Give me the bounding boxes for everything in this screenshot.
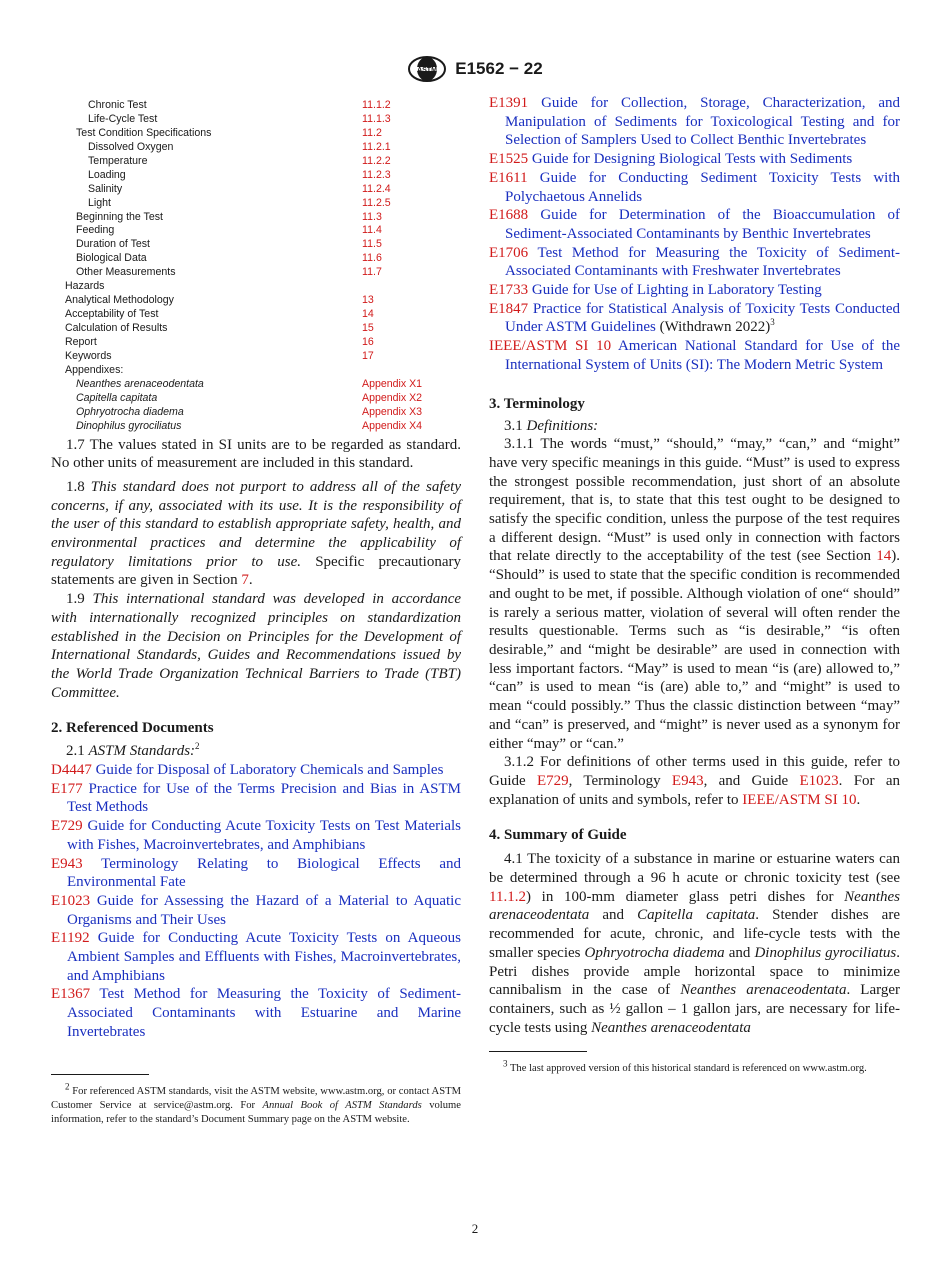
reference-code-link[interactable]: E1611 bbox=[489, 169, 528, 186]
toc-row bbox=[51, 197, 461, 211]
toc-row bbox=[51, 252, 461, 266]
reference-title-link[interactable]: Terminology Relating to Biological Effects and Environmental Fate bbox=[67, 855, 461, 891]
paragraph-3-1-2: 3.1.2 For definitions of other terms used in this guide, refer to Guide E729, Terminology E943, and Guide E1023. For an explanation of units and symbols, refer to IEEE/ASTM SI 10. bbox=[489, 754, 900, 808]
toc-row bbox=[51, 141, 461, 155]
section-4-heading: 4. Summary of Guide bbox=[489, 827, 627, 844]
toc-section-link[interactable]: 14 bbox=[362, 308, 374, 321]
toc-section-link[interactable]: 13 bbox=[362, 294, 374, 307]
toc-label: Other Measurements bbox=[76, 266, 176, 279]
reference-title-link[interactable]: Practice for Use of the Terms Precision and Bias in ASTM Test Methods bbox=[67, 780, 461, 816]
reference-item bbox=[489, 300, 900, 337]
toc-label: Capitella capitata bbox=[76, 391, 158, 404]
toc-section-link[interactable]: 16 bbox=[362, 335, 374, 348]
reference-title-link[interactable]: Test Method for Measuring the Toxicity of Sediment-Associated Contaminants with Estuarine and Marine Invertebrates bbox=[67, 986, 461, 1040]
reference-title-link[interactable]: Test Method for Measuring the Toxicity of Sediment-Associated Contaminants with Freshwater Invertebrates bbox=[505, 244, 900, 280]
reference-item bbox=[489, 281, 900, 300]
toc-label: Beginning the Test bbox=[76, 210, 163, 223]
toc-label: Feeding bbox=[76, 224, 115, 237]
reference-item bbox=[489, 94, 900, 150]
reference-item bbox=[51, 761, 461, 780]
reference-code-link[interactable]: IEEE/ASTM SI 10 bbox=[489, 338, 612, 355]
toc-row bbox=[51, 280, 461, 294]
reference-item bbox=[489, 206, 900, 243]
reference-item bbox=[51, 985, 461, 1041]
reference-title-link[interactable]: Guide for Assessing the Hazard of a Material to Aquatic Organisms and Their Uses bbox=[67, 892, 461, 928]
reference-title-link[interactable]: Guide for Conducting Sediment Toxicity Tests with Polychaetous Annelids bbox=[505, 169, 900, 205]
section-2-heading: 2. Referenced Documents bbox=[51, 720, 214, 737]
toc-row bbox=[51, 406, 461, 420]
reference-item bbox=[489, 169, 900, 206]
reference-title-link[interactable]: American National Standard for Use of the International System of Units (SI): The Modern Metric System bbox=[505, 338, 900, 373]
toc-section-link[interactable]: 11.4 bbox=[362, 224, 382, 237]
toc-row bbox=[51, 183, 461, 197]
referenced-documents-list-left bbox=[51, 761, 461, 1042]
toc-section-link[interactable]: 11.7 bbox=[362, 266, 382, 279]
reference-title-link[interactable]: Guide for Use of Lighting in Laboratory Testing bbox=[528, 282, 822, 299]
toc-row bbox=[51, 294, 461, 308]
reference-code-link[interactable]: E1525 bbox=[489, 151, 529, 168]
toc-label: Biological Data bbox=[76, 252, 147, 265]
e729-link[interactable]: E729 bbox=[536, 772, 569, 789]
toc-row bbox=[51, 378, 461, 392]
footnote-2: $^2$ For referenced ASTM standards, visit the ASTM website, www.astm.org, or contact ASTM Customer Service at service@astm.org. For Annual Book of ASTM Standards volume information, refer to the standard’s Document Summary page on the ASTM website. bbox=[51, 1081, 461, 1125]
section-11-1-2-link[interactable]: 11.1.2 bbox=[489, 888, 526, 905]
reference-code-link[interactable]: E177 bbox=[51, 780, 83, 797]
footnote-divider bbox=[51, 1074, 149, 1075]
toc-label: Neanthes arenaceodentata bbox=[76, 377, 204, 390]
table-of-contents bbox=[51, 99, 461, 434]
svg-text:ASTM: ASTM bbox=[417, 67, 438, 74]
paragraph-1-8: 1.8 This standard does not purport to address all of the safety concerns, if any, associated with its use. It is the responsibility of the user of this standard to establish appropriate safety, health, and environmental practices and determine the applicability of regulatory limitations prior to use. Specific precautionary statements are given in Section 7. bbox=[51, 478, 461, 589]
reference-title-link[interactable]: Guide for Collection, Storage, Characterization, and Manipulation of Sediments for Toxicological Testing and for Selection of Samplers Used to Collect Benthic Invertebrates bbox=[505, 95, 900, 149]
toc-row bbox=[51, 224, 461, 238]
footnote-divider bbox=[489, 1051, 587, 1052]
toc-row bbox=[51, 420, 461, 434]
reference-title-link[interactable]: Guide for Designing Biological Tests with Sediments bbox=[528, 151, 853, 168]
toc-label: Hazards bbox=[65, 280, 105, 293]
left-column bbox=[51, 99, 461, 1127]
toc-section-link[interactable]: 11.6 bbox=[362, 252, 382, 265]
section-7-link[interactable]: 7 bbox=[241, 572, 249, 589]
toc-row bbox=[51, 364, 461, 378]
toc-label: Calculation of Results bbox=[65, 322, 168, 334]
toc-section-link[interactable]: Appendix X4 bbox=[362, 419, 423, 432]
toc-label: Chronic Test bbox=[88, 99, 147, 111]
toc-row bbox=[51, 308, 461, 322]
toc-label: Temperature bbox=[88, 154, 148, 167]
reference-item bbox=[489, 244, 900, 281]
reference-item bbox=[51, 929, 461, 985]
section-3-heading: 3. Terminology bbox=[489, 395, 585, 412]
paragraph-2-1: 2.1 ASTM Standards:$^2$ bbox=[66, 741, 200, 760]
toc-row bbox=[51, 113, 461, 127]
toc-section-link[interactable]: Appendix X2 bbox=[362, 391, 423, 404]
toc-section-link[interactable]: 15 bbox=[362, 322, 374, 334]
toc-section-link[interactable]: Appendix X1 bbox=[362, 377, 423, 390]
toc-label: Acceptability of Test bbox=[65, 308, 159, 321]
reference-code-link[interactable]: E1023 bbox=[51, 892, 91, 909]
toc-row bbox=[51, 336, 461, 350]
toc-label: Life-Cycle Test bbox=[88, 112, 158, 125]
reference-code-link[interactable]: E1192 bbox=[51, 930, 90, 947]
paragraph-4-1: 4.1 The toxicity of a substance in marine or estuarine waters can be determined through a 96 h acute or chronic toxicity test (see 11.1.2) in 100-mm diameter glass petri dishes for Neanthes arenaceodentata and Capitella capitata. Stender dishes are recommended for acute, chronic, and life-cycle tests with the smaller species Ophryotrocha diadema and Dinophilus gyrociliatus. Petri dishes provide ample horizontal space to minimize cannibalism in the case of Neanthes arenaceodentata. Larger containers, such as ½ gallon – 1 gallon jars, are necessary for life-cycle tests using Neanthes arenaceodentata bbox=[489, 851, 901, 1036]
toc-label: Keywords bbox=[65, 349, 112, 362]
reference-item bbox=[489, 150, 900, 169]
toc-section-link[interactable]: 11.1.3 bbox=[362, 112, 391, 125]
toc-section-link[interactable]: 11.2.1 bbox=[362, 140, 391, 153]
toc-row bbox=[51, 238, 461, 252]
reference-code-link[interactable]: D4447 bbox=[51, 762, 92, 779]
paragraph-3-1-1: 3.1.1 The words “must,” “should,” “may,” “can,” and “might” have very specific meanings in this guide. “Must” is used to express the strongest possible recommendation, just short of an absolute requirement, that is, to state that this test ought to be designed to satisfy the specific condition, unless the purpose of the test requires a different design. “Must” is used only in connection with factors that relate directly to the acceptability of the test (see Section 14). “Should” is used to state that the specific condition is recommended and ought to be met, if possible. Although violation of one“ should” is rarely a serious matter, violation of several will often render the results questionable. Terms such as “is desirable,” “is often desirable,” and “might be desirable” are used in connection with less important factors. “May” is used to mean “is (are) allowed to,” “can” is used to mean “is (are) able to,” and “might” is used to mean “could possibly.” Thus the classic distinction between “may” and “can” is preserved, and “might” is never used as a synonym for either “may” or “can.” bbox=[489, 436, 900, 752]
reference-code-link[interactable]: E1733 bbox=[489, 282, 529, 299]
paragraph-3-1: 3.1 Definitions: bbox=[504, 417, 599, 434]
paragraph-1-9: 1.9 This international standard was developed in accordance with internationally recognized principles on standardization established in the Decision on Principles for the Development of International Standards, Guides and Recommendations issued by the World Trade Organization Technical Barriers to Trade (TBT) Committee. bbox=[51, 591, 462, 701]
toc-row bbox=[51, 350, 461, 364]
toc-label: Duration of Test bbox=[76, 238, 151, 251]
reference-title-link[interactable]: Guide for Conducting Acute Toxicity Tests on Test Materials with Fishes, Macroinvertebrates, and Amphibians bbox=[67, 818, 461, 853]
reference-item bbox=[51, 892, 461, 929]
toc-label: Dinophilus gyrociliatus bbox=[76, 419, 182, 432]
e943-link[interactable]: E943 bbox=[671, 772, 704, 789]
reference-code-link[interactable]: E729 bbox=[51, 818, 83, 835]
toc-section-link[interactable]: 11.1.2 bbox=[362, 99, 391, 111]
toc-label: Light bbox=[88, 196, 111, 209]
reference-code-link[interactable]: E943 bbox=[51, 855, 83, 872]
toc-section-link[interactable]: 11.2.2 bbox=[362, 154, 391, 167]
paragraph-1-7: 1.7 The values stated in SI units are to be regarded as standard. No other units of measurement are included in this standard. bbox=[51, 436, 461, 472]
toc-section-link[interactable]: Appendix X3 bbox=[362, 405, 423, 418]
toc-section-link[interactable]: 11.2.4 bbox=[362, 182, 391, 195]
section-14-link[interactable]: 14 bbox=[876, 548, 892, 565]
toc-section-link[interactable]: 11.2.5 bbox=[362, 196, 391, 209]
astm-logo-icon bbox=[407, 56, 447, 82]
reference-code-link[interactable]: E1391 bbox=[489, 95, 529, 111]
toc-label: Report bbox=[65, 335, 97, 348]
document-designation: E1562 − 22 bbox=[455, 59, 543, 78]
toc-label: Loading bbox=[88, 168, 126, 181]
reference-code-link[interactable]: E1706 bbox=[489, 244, 529, 261]
toc-row bbox=[51, 392, 461, 406]
reference-title-link[interactable]: Guide for Conducting Acute Toxicity Tests on Aqueous Ambient Samples and Effluents with Fishes, Macroinvertebrates, and Amphibians bbox=[67, 930, 461, 984]
toc-label: Ophryotrocha diadema bbox=[76, 405, 184, 418]
toc-section-link[interactable]: 11.3 bbox=[362, 210, 382, 223]
reference-title-link[interactable]: Guide for Determination of the Bioaccumulation of Sediment-Associated Contaminants by Benthic Invertebrates bbox=[505, 207, 900, 242]
reference-item bbox=[51, 855, 461, 892]
reference-code-link[interactable]: E1688 bbox=[489, 207, 529, 224]
toc-row bbox=[51, 169, 461, 183]
toc-section-link[interactable]: 11.2.3 bbox=[362, 168, 391, 181]
toc-row bbox=[51, 99, 461, 113]
reference-title-link[interactable]: Guide for Disposal of Laboratory Chemicals and Samples bbox=[91, 762, 444, 779]
reference-status: (Withdrawn 2022) bbox=[655, 319, 771, 336]
reference-item bbox=[489, 337, 900, 374]
toc-row bbox=[51, 211, 461, 225]
referenced-documents-list-right bbox=[489, 94, 900, 375]
toc-label: Salinity bbox=[88, 182, 123, 195]
right-column bbox=[489, 94, 900, 1076]
toc-label: Dissolved Oxygen bbox=[88, 140, 174, 153]
toc-section-link[interactable]: 11.2 bbox=[362, 126, 382, 139]
toc-row bbox=[51, 127, 461, 141]
toc-row bbox=[51, 266, 461, 280]
reference-code-link[interactable]: E1367 bbox=[51, 986, 91, 1003]
toc-label: Test Condition Specifications bbox=[76, 126, 212, 139]
toc-label: Appendixes: bbox=[65, 363, 124, 376]
page-header bbox=[0, 56, 950, 82]
toc-section-link[interactable]: 11.5 bbox=[362, 238, 382, 251]
reference-title-link[interactable]: Practice for Statistical Analysis of Toxicity Tests Conducted Under ASTM Guidelines bbox=[505, 300, 900, 336]
footnote-3: $^3$ The last approved version of this historical standard is referenced on www.astm.org. bbox=[503, 1058, 867, 1075]
ieee-astm-si10-link[interactable]: IEEE/ASTM SI 10 bbox=[742, 791, 857, 808]
reference-item bbox=[51, 780, 461, 817]
toc-row bbox=[51, 155, 461, 169]
toc-label: Analytical Methodology bbox=[65, 294, 174, 307]
page-number: 2 bbox=[471, 1221, 479, 1236]
toc-row bbox=[51, 322, 461, 336]
footnote-marker: 3 bbox=[770, 317, 775, 328]
reference-code-link[interactable]: E1847 bbox=[489, 300, 529, 317]
toc-section-link[interactable]: 17 bbox=[362, 349, 374, 362]
reference-item bbox=[51, 817, 461, 854]
e1023-link[interactable]: E1023 bbox=[799, 772, 839, 789]
